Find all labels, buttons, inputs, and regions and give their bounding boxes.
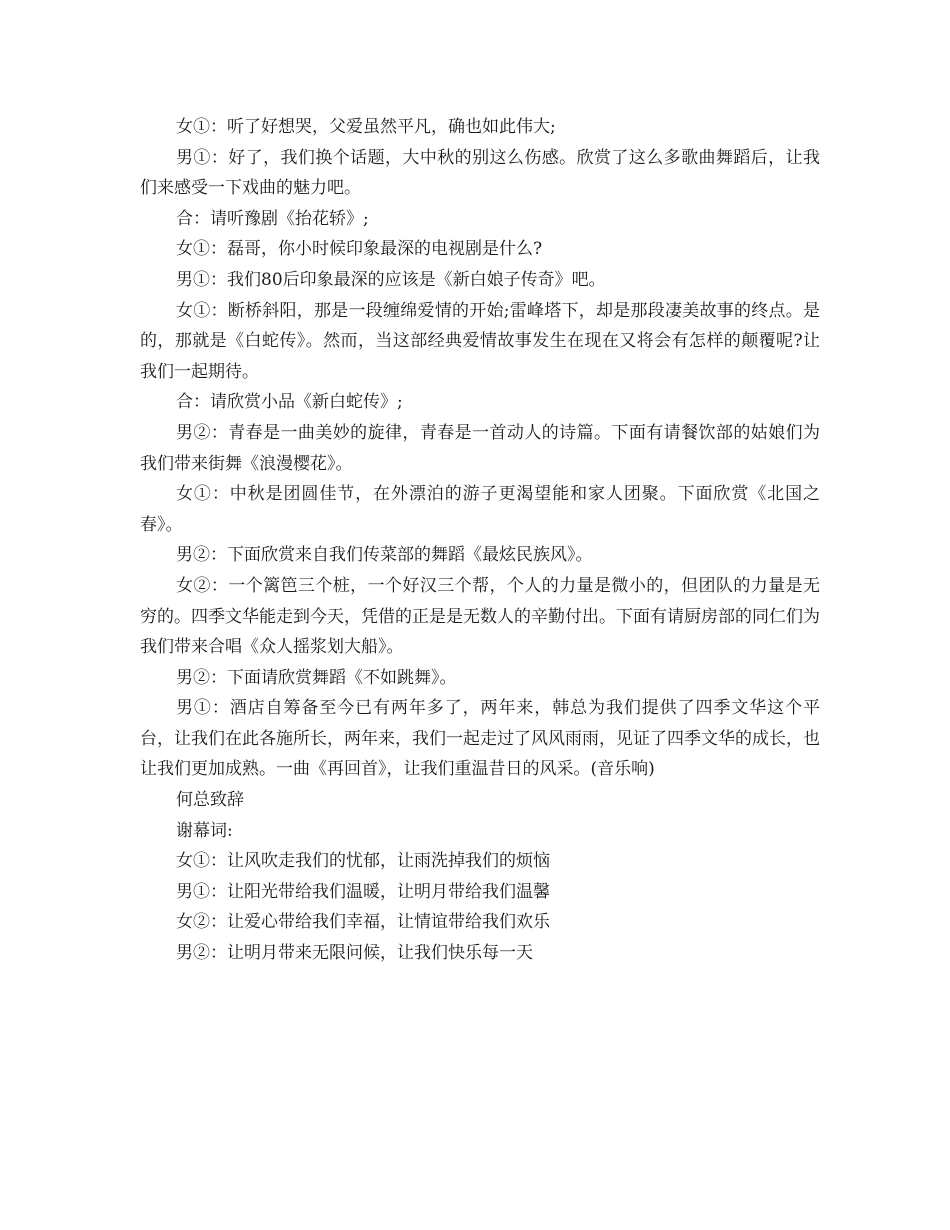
paragraph: 谢幕词: — [176, 820, 233, 841]
paragraph: 男②：让明月带来无限问候，让我们快乐每一天 — [176, 943, 533, 964]
paragraph: 何总致辞 — [176, 790, 244, 811]
paragraph: 女①：中秋是团圆佳节，在外漂泊的游子更渴望能和家人团聚。下面欣赏《北国之春》。 — [140, 484, 820, 535]
paragraph: 女①：磊哥，你小时候印象最深的电视剧是什么? — [176, 239, 543, 260]
paragraph: 男①：酒店自筹备至今已有两年多了，两年来，韩总为我们提供了四季文华这个平台，让我们在此各施所长，两年来，我们一起走过了风风雨雨，见证了四季文华的成长，也让我们更加成熟。一曲《再回首》，让我们重温昔日的风采。(音乐响) — [140, 698, 820, 780]
paragraph: 女①：听了好想哭，父爱虽然平凡，确也如此伟大; — [176, 117, 556, 137]
paragraph: 男②：青春是一曲美妙的旋律，青春是一首动人的诗篇。下面有请餐饮部的姑娘们为我们带来街舞《浪漫樱花》。 — [140, 422, 820, 474]
paragraph: 女①：让风吹走我们的忧郁，让雨洗掉我们的烦恼 — [176, 851, 550, 872]
paragraph: 男②：下面请欣赏舞蹈《不如跳舞》。 — [176, 667, 457, 688]
paragraph: 合：请听豫剧《抬花轿》; — [176, 208, 369, 229]
paragraph: 男①：我们80后印象最深的应该是《新白娘子传奇》吧。 — [176, 269, 606, 290]
paragraph: 男①：好了，我们换个话题，大中秋的别这么伤感。欣赏了这么多歌曲舞蹈后，让我们来感受一下戏曲的魅力吧。 — [140, 147, 820, 199]
paragraph: 男②：下面欣赏来自我们传菜部的舞蹈《最炫民族风》。 — [176, 545, 593, 566]
paragraph: 合：请欣赏小品《新白蛇传》; — [176, 392, 403, 413]
paragraph: 男①：让阳光带给我们温暖，让明月带给我们温馨 — [176, 881, 550, 902]
paragraph: 女②：一个篱笆三个桩，一个好汉三个帮，个人的力量是微小的，但团队的力量是无穷的。四季文华能走到今天，凭借的正是是无数人的辛勤付出。下面有请厨房部的同仁们为我们带来合唱《众人摇浆划大船》。 — [140, 575, 820, 658]
paragraph: 女②：让爱心带给我们幸福，让情谊带给我们欢乐 — [176, 912, 550, 933]
document-body — [140, 112, 820, 969]
paragraph: 女①：断桥斜阳，那是一段缠绵爱情的开始;雷峰塔下，却是那段凄美故事的终点。是的，那就是《白蛇传》。然而，当这部经典爱情故事发生在现在又将会有怎样的颠覆呢?让我们一起期待。 — [140, 300, 820, 382]
